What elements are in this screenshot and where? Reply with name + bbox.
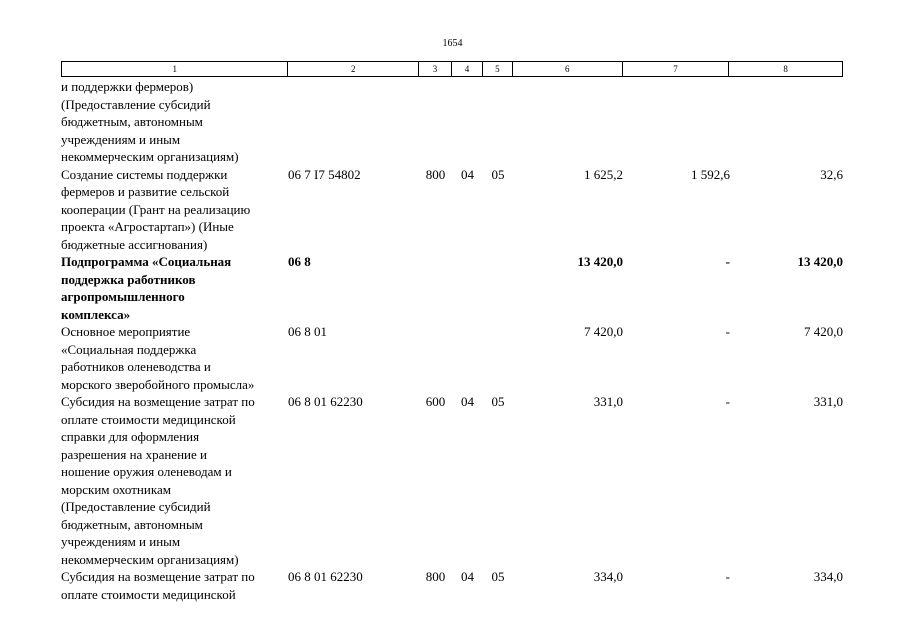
row-name-line: (Предоставление субсидий xyxy=(61,96,211,112)
row-name-line: «Социальная поддержка xyxy=(61,341,197,357)
row-name-line: ношение оружия оленеводам и xyxy=(61,464,232,479)
row-name xyxy=(61,166,288,254)
header-col-2: 2 xyxy=(288,62,419,76)
row-col8: 13 420,0 xyxy=(797,254,843,269)
table-row xyxy=(61,323,843,393)
row-name-line: поддержка работников xyxy=(61,271,196,287)
row-col7: - xyxy=(725,324,730,339)
row-code: 06 8 01 62230 xyxy=(288,569,363,584)
row-name-line: кооперации (Грант на реализацию xyxy=(61,201,251,217)
row-name xyxy=(61,78,288,166)
row-vr: 800 xyxy=(425,569,446,584)
row-rz: 04 xyxy=(461,569,474,584)
row-col7: - xyxy=(725,394,730,409)
table-row xyxy=(61,78,843,166)
row-pr: 05 xyxy=(491,569,505,584)
row-name-line: Субсидия на возмещение затрат по xyxy=(61,569,255,584)
row-name-line: и поддержки фермеров) xyxy=(61,79,194,94)
row-name-line: бюджетным, автономным xyxy=(61,114,203,129)
row-name xyxy=(61,253,288,323)
row-col8: 7 420,0 xyxy=(804,324,843,339)
row-name xyxy=(61,393,288,568)
row-col6: 7 420,0 xyxy=(584,324,623,339)
table-row xyxy=(61,393,843,568)
row-name-line: оплате стоимости медицинской xyxy=(61,586,236,602)
row-name-line: разрешения на хранение и xyxy=(61,446,207,462)
row-name-line: бюджетным, автономным xyxy=(61,516,203,532)
row-code: 06 8 xyxy=(288,254,311,269)
header-col-3: 3 xyxy=(419,62,452,76)
row-name xyxy=(61,568,288,603)
table-header xyxy=(61,61,843,77)
row-name-line: Субсидия на возмещение затрат по xyxy=(61,394,255,409)
row-name-line: проекта «Агростартап») (Иные xyxy=(61,219,234,234)
row-col8: 334,0 xyxy=(813,569,843,584)
row-name-line: агропромышленного xyxy=(61,289,185,304)
row-name-line: некоммерческим организациям) xyxy=(61,551,239,567)
header-col-1: 1 xyxy=(62,62,288,76)
row-name-line: Создание системы поддержки xyxy=(61,166,228,182)
row-rz: 04 xyxy=(461,166,474,182)
page-number: 1654 xyxy=(442,38,463,49)
row-col8: 331,0 xyxy=(813,394,843,409)
table-row xyxy=(61,166,843,254)
row-pr: 05 xyxy=(491,394,505,409)
table-body xyxy=(61,78,843,603)
row-col7: - xyxy=(725,569,730,584)
row-name-line: справки для оформления xyxy=(61,429,200,444)
row-col7: 1 592,6 xyxy=(691,166,730,182)
row-name-line: морским охотникам xyxy=(61,481,171,497)
row-name-line: учреждениям и иным xyxy=(61,131,181,147)
row-code: 06 8 01 xyxy=(288,324,327,339)
row-col6: 331,0 xyxy=(593,394,623,409)
header-col-4: 4 xyxy=(452,62,483,76)
row-col7: - xyxy=(725,254,730,269)
row-name-line: Подпрограмма «Социальная xyxy=(61,254,232,269)
header-col-7: 7 xyxy=(623,62,730,76)
row-name-line: некоммерческим организациям) xyxy=(61,149,239,164)
row-col8: 32,6 xyxy=(820,166,843,182)
row-name-line: (Предоставление субсидий xyxy=(61,499,211,514)
row-pr: 05 xyxy=(491,166,505,182)
row-name-line: работников оленеводства и xyxy=(61,359,211,374)
table-row xyxy=(61,253,843,323)
row-name-line: морского зверобойного промысла» xyxy=(61,376,255,392)
table-row xyxy=(61,568,843,603)
header-col-6: 6 xyxy=(513,62,623,76)
row-col6: 334,0 xyxy=(593,569,623,584)
row-vr: 800 xyxy=(425,166,446,182)
row-col6: 13 420,0 xyxy=(577,254,623,269)
row-code: 06 7 I7 54802 xyxy=(288,166,361,182)
row-name xyxy=(61,323,288,393)
row-col6: 1 625,2 xyxy=(584,166,623,182)
header-col-5: 5 xyxy=(483,62,513,76)
row-vr: 600 xyxy=(425,394,446,409)
row-name-line: оплате стоимости медицинской xyxy=(61,411,236,427)
row-code: 06 8 01 62230 xyxy=(288,394,363,409)
header-col-8: 8 xyxy=(783,64,788,74)
row-name-line: учреждениям и иным xyxy=(61,534,181,549)
row-name-line: комплекса» xyxy=(61,306,131,322)
row-rz: 04 xyxy=(461,394,474,409)
row-name-line: Основное мероприятие xyxy=(61,324,191,339)
row-name-line: бюджетные ассигнования) xyxy=(61,236,208,252)
row-name-line: фермеров и развитие сельской xyxy=(61,184,230,199)
